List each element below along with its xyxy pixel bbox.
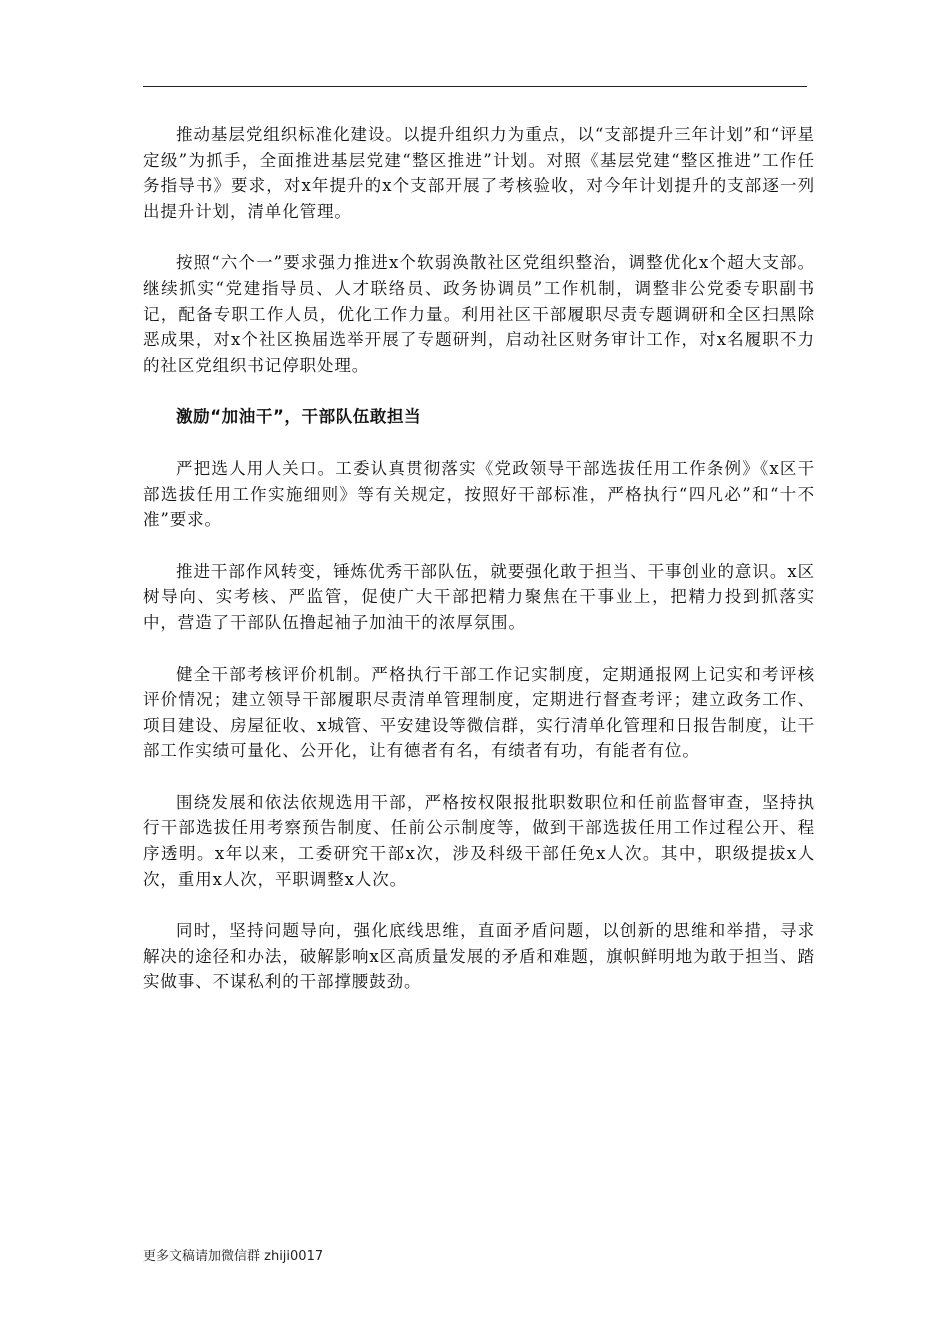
document-body [143,122,815,1021]
page-footer: 更多文稿请加微信群 zhiji0017 [143,1249,324,1264]
paragraph: 围绕发展和依法依规选用干部，严格按权限报批职数职位和任前监督审查，坚持执行干部选拔任用考察预告制度、任前公示制度等，做到干部选拔任用工作过程公开、程序透明。x年以来，工委研究干部x次，涉及科级干部任免x人次。其中，职级提拔x人次，重用x人次，平职调整x人次。 [143,792,815,889]
header-rule [143,86,807,87]
paragraph: 推进干部作风转变，锤炼优秀干部队伍，就要强化敢于担当、干事创业的意识。x区树导向、实考核、严监管，促使广大干部把精力聚焦在干事业上，把精力投到抓落实中，营造了干部队伍撸起袖子加油干的浓厚氛围。 [143,561,815,632]
paragraph: 按照“六个一”要求强力推进x个软弱涣散社区党组织整治，调整优化x个超大支部。继续抓实“党建指导员、人才联络员、政务协调员”工作机制，调整非公党委专职副书记，配备专职工作人员，优化工作力量。利用社区干部履职尽责专题调研和全区扫黑除恶成果，对x个社区换届选举开展了专题研判，启动社区财务审计工作，对x名履职不力的社区党组织书记停职处理。 [143,253,815,375]
paragraph: 同时，坚持问题导向，强化底线思维，直面矛盾问题，以创新的思维和举措，寻求解决的途径和办法，破解影响x区高质量发展的矛盾和难题，旗帜鲜明地为敢于担当、踏实做事、不谋私利的干部撑腰鼓劲。 [143,921,815,992]
paragraph: 健全干部考核评价机制。严格执行干部工作记实制度，定期通报网上记实和考评核评价情况；建立领导干部履职尽责清单管理制度，定期进行督查考评；建立政务工作、项目建设、房屋征收、x城管、平安建设等微信群，实行清单化管理和日报告制度，让干部工作实绩可量化、公开化，让有德者有名，有绩者有功，有能者有位。 [143,664,815,761]
paragraph: 严把选人用人关口。工委认真贯彻落实《党政领导干部选拔任用工作条例》《x区干部选拔任用工作实施细则》等有关规定，按照好干部标准，严格执行“四凡必”和“十不准”要求。 [143,458,815,530]
paragraph: 推动基层党组织标准化建设。以提升组织力为重点，以“支部提升三年计划”和“评星定级”为抓手，全面推进基层党建“整区推进”计划。对照《基层党建“整区推进”工作任务指导书》要求，对x年提升的x个支部开展了考核验收，对今年计划提升的支部逐一列出提升计划，清单化管理。 [143,125,815,221]
section-heading: 激励“加油干”，干部队伍敢担当 [176,407,422,427]
